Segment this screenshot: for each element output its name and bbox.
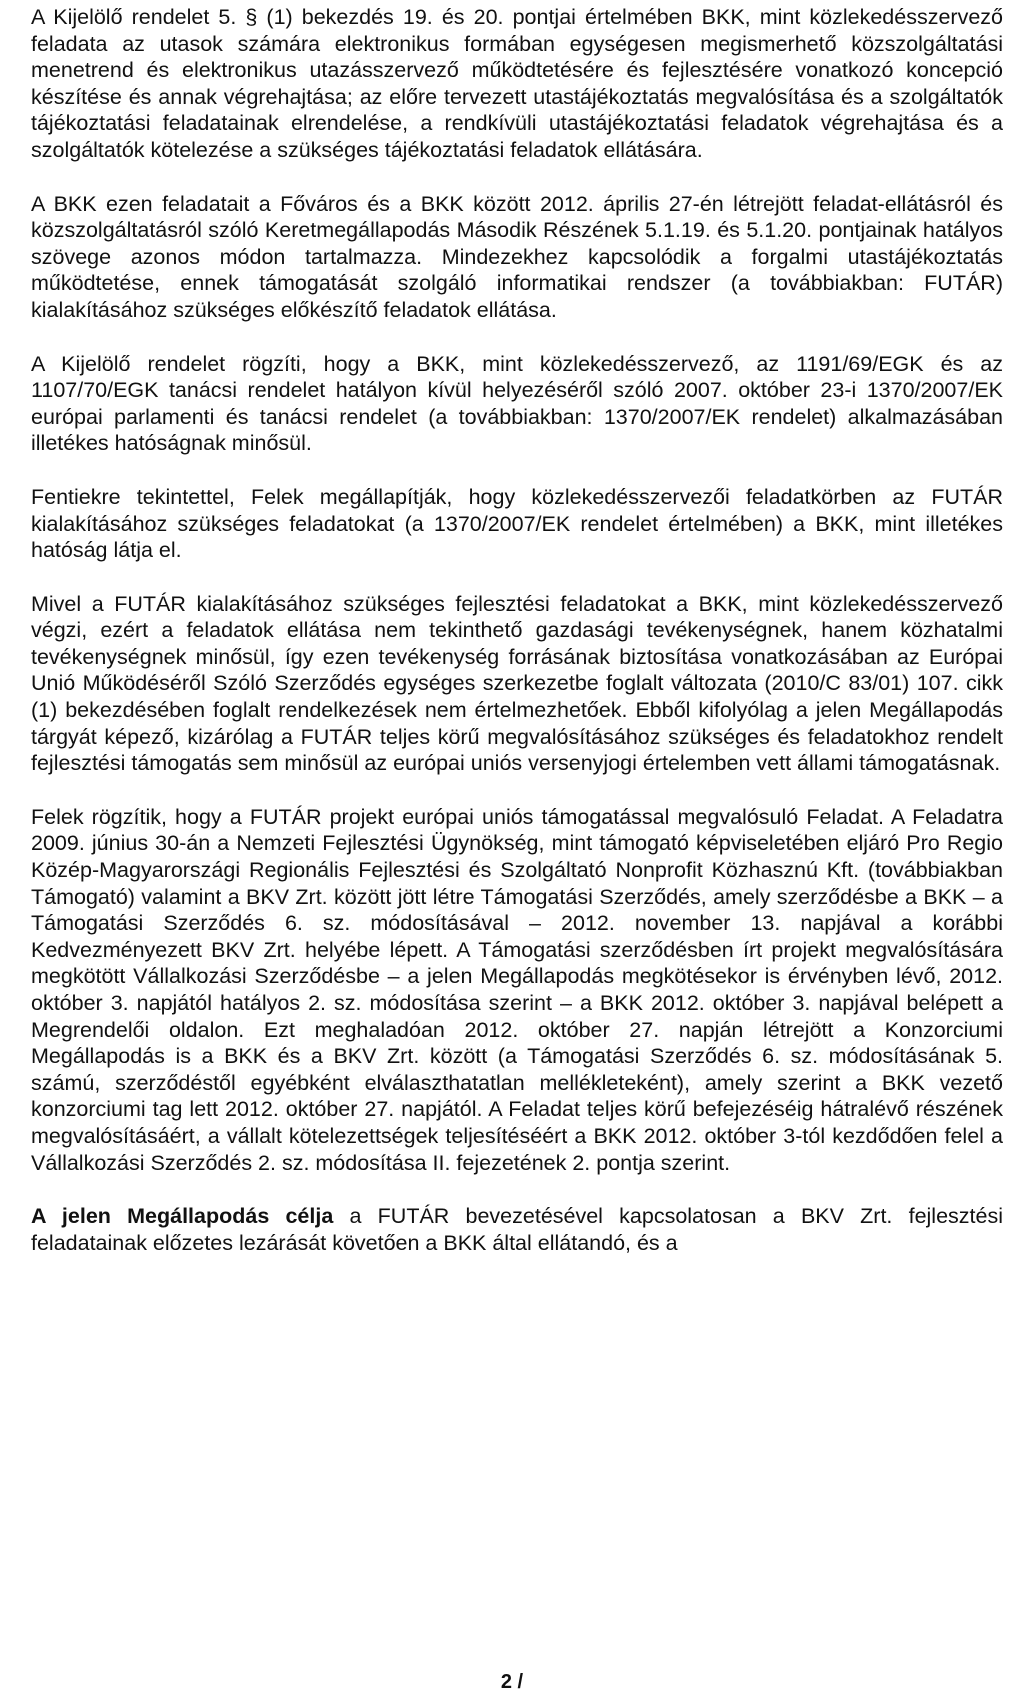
paragraph-illetekes-hatosag: A Kijelölő rendelet rögzíti, hogy a BKK, mint közlekedésszervező, az 1191/69/EGK és az 1107/70/EGK tanácsi rendelet hatályon kívül helyezéséről szóló 2007. október 23-i 1370/2007/EK európai parlamenti és tanácsi rendelet (a továbbiakban: 1370/2007/EK rendelet) alkalmazásában illetékes hatóságnak minősül. xyxy=(31,351,1003,456)
paragraph-bold-lead: A jelen Megállapodás célja xyxy=(31,1204,334,1229)
document-page xyxy=(31,4,1003,1256)
page-number: 2 / xyxy=(500,1671,524,1693)
paragraph-allami-tamogatas: Mivel a FUTÁR kialakításához szükséges fejlesztési feladatokat a BKK, mint közlekedésszervező végzi, ezért a feladatok ellátása nem tekinthető gazdasági tevékenységnek, hanem közhatalmi tevékenységnek minősül, így ezen tevékenység forrásának biztosítása vonatkozásában az Európai Unió Működéséről Szóló Szerződés egységes szerkezetbe foglalt változata (2010/C 83/01) 107. cikk (1) bekezdésében foglalt rendelkezések nem értelmezhetőek. Ebből kifolyólag a jelen Megállapodás tárgyát képező, kizárólag a FUTÁR teljes körű megvalósításához szükséges és feladatokhoz rendelt fejlesztési támogatás sem minősül az európai uniós versenyjogi értelemben vett állami támogatásnak. xyxy=(31,591,1003,776)
paragraph-fentiekre-tekintettel: Fentiekre tekintettel, Felek megállapítják, hogy közlekedésszervezői feladatkörben az FUTÁR kialakításához szükséges feladatokat (a 1370/2007/EK rendelet értelmében) a BKK, mint illetékes hatóság látja el. xyxy=(31,484,1003,563)
paragraph-tamogatasi-szerzodes: Felek rögzítik, hogy a FUTÁR projekt európai uniós támogatással megvalósuló Feladat. A Feladatra 2009. június 30-án a Nemzeti Fejlesztési Ügynökség, mint támogató képviseletében eljáró Pro Regio Közép-Magyarországi Regionális Fejlesztési és Szolgáltató Nonprofit Közhasznú Kft. (továbbiakban Támogató) valamint a BKV Zrt. között jött létre Támogatási Szerződés, amely szerződésbe a BKK – a Támogatási Szerződés 6. sz. módosításával – 2012. november 13. napjával a korábbi Kedvezményezett BKV Zrt. helyébe lépett. A Támogatási szerződésben írt projekt megvalósítására megkötött Vállalkozási Szerződésbe – a jelen Megállapodás megkötésekor is érvényben lévő, 2012. október 3. napjától hatályos 2. sz. módosítása szerint – a BKK 2012. október 3. napjával belépett a Megrendelői oldalon. Ezt meghaladóan 2012. október 27. napján létrejött a Konzorciumi Megállapodás is a BKK és a BKV Zrt. között (a Támogatási Szerződés 6. sz. módosításának 5. számú, szerződéstől egyébként elválaszthatatlan mellékleteként), amely szerint a BKK vezető konzorciumi tag lett 2012. október 27. napjától. A Feladat teljes körű befejezéséig hátralévő részének megvalósításáért, a vállalt kötelezettségek teljesítéséért a BKK 2012. október 3-tól kezdődően felel a Vállalkozási Szerződés 2. sz. módosítása II. fejezetének 2. pontja szerint. xyxy=(31,804,1003,1175)
paragraph-continuation: a FUTÁR bevezetésével kapcsolatosan a BKV Zrt. fejlesztési feladatainak előzetes lezárását követően a BKK által ellátandó, és a xyxy=(31,1204,1003,1255)
paragraph-megallapodas-celja xyxy=(31,1203,1003,1256)
paragraph-keretmegallapodas: A BKK ezen feladatait a Főváros és a BKK között 2012. április 27-én létrejött feladat-ellátásról és közszolgáltatásról szóló Keretmegállapodás Második Részének 5.1.19. és 5.1.20. pontjainak hatályos szövege azonos módon tartalmazza. Mindezekhez kapcsolódik a forgalmi utastájékoztatás működtetése, ennek támogatását szolgáló informatikai rendszer (a továbbiakban: FUTÁR) kialakításához szükséges előkészítő feladatok ellátása. xyxy=(31,191,1003,322)
paragraph-kijelolo-rendelet: A Kijelölő rendelet 5. § (1) bekezdés 19. és 20. pontjai értelmében BKK, mint közlekedésszervező feladata az utasok számára elektronikus formában egységesen megismerhető közszolgáltatási menetrend és elektronikus utazásszervező működtetésére és fejlesztésére vonatkozó koncepció készítése és annak végrehajtása; az előre tervezett utastájékoztatás megvalósítása és a szolgáltatók tájékoztatási feladatainak elrendelése, a rendkívüli utastájékoztatási feladatok végrehajtása és a szolgáltatók kötelezése a szükséges tájékoztatási feladatok ellátására. xyxy=(31,5,1003,162)
